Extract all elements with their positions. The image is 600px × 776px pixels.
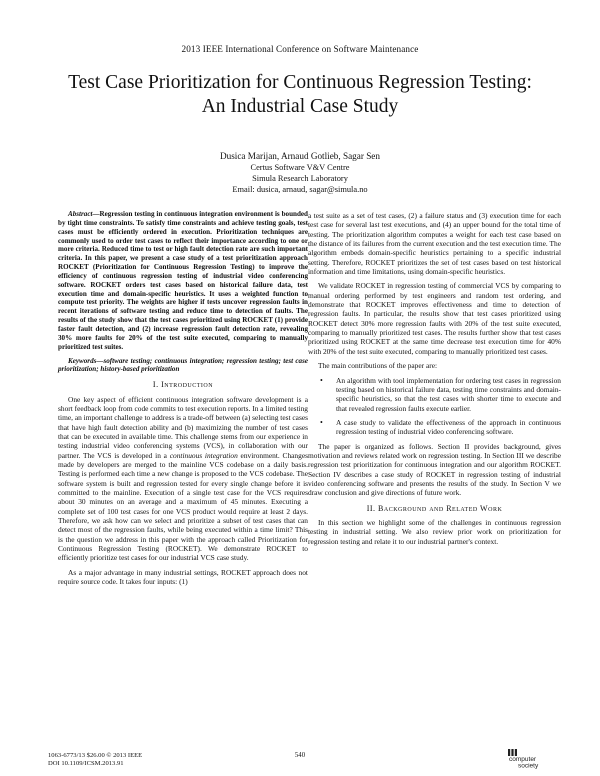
intro-paragraph-1-part-b: environment. Changes made by developers are merged to the mainline VCS codebase on a daily basis. Testing is performed each time a new change is proposed to the VCS codebase. The software system is built and regression tested for every single change before it is committed to the mainline. Execution of a single test case for the VCS requires about 30 minutes on an average and a maximum of 45 minutes. Executing a complete set of 100 test cases for one VCS product would require at least 2 days. Therefore, we ask how can we select and prioritize a subset of test cases that can detect most of the regression faults, while being executed within a time limit? This is the question we address in this paper with the approach called Prioritization for Continuous Regression Testing (ROCKET). We demonstrate ROCKET to efficiently prioritize test cases for our industrial VCS case study. xyxy=(58,450,308,563)
affiliation-2: Simula Research Laboratory xyxy=(252,174,348,184)
logo-line-2: society xyxy=(518,762,539,770)
background-paragraph: In this section we highlight some of the challenges in continuous regression testing in industrial setting. We also review prior work on prioritization for regression testing and relate it to our industrial partner's context. xyxy=(308,517,561,546)
abstract xyxy=(58,210,308,352)
intro-paragraph-3: a test suite as a set of test cases, (2) a failure status and (3) execution time for each test case for several last test executions, and (4) an upper bound for the total time of testing. The prioritization algorithm computes a weight for each test case based on the distance of its failures from the current execution and the test execution time. The algorithm embeds domain-specific heuristics pertaining to a specific industrial setting. Therefore, ROCKET prioritizes the set of test cases based on test historical information and time limitations, using domain-specific heuristics. xyxy=(308,211,561,277)
abstract-label: Abstract xyxy=(68,210,93,218)
affiliation-1: Certus Software V&V Centre xyxy=(250,163,350,172)
abstract-text: —Regression testing in continuous integration environment is bounded by tight time constraints. To satisfy time constraints and achieve testing goals, test cases must be efficiently ordered in execution. Prioritization techniques are commonly used to order test cases to reflect their importance according to one or more criteria. Reduced time to test or high fault detection rate are such important criteria. In this paper, we present a case study of a test prioritization approach ROCKET (Prioritization for Continuous Regression Testing) to improve the efficiency of continuous regression testing of industrial video conferencing software. ROCKET orders test cases based on historical failure data, test execution time and domain-specific heuristics. It uses a weighted function to compute test priority. The weights are higher if tests uncover regression faults in recent iterations of software testing and reduce time to detection of faults. The results of the study show that the test cases prioritized using ROCKET (1) provide faster fault detection, and (2) increase regression fault detection rate, revealing 30% more faults for 20% of the test suite executed, comparing to manually prioritized test suites. xyxy=(58,210,308,351)
logo-line-1: computer xyxy=(509,756,537,763)
right-column xyxy=(308,211,561,551)
organization-paragraph: The paper is organized as follows. Section II provides background, gives motivation and reviews related work on regression testing. In Section III we describe regression test prioritization for continuous integration and our algorithm ROCKET. Section IV describes a case study of ROCKET in regression testing of industrial video conferencing software and presents the results of the study. In Section V we draw conclusion and give directions of future work. xyxy=(308,441,561,498)
conference-name: 2013 IEEE International Conference on Software Maintenance xyxy=(181,44,419,54)
section-1-heading: I. Introduction xyxy=(152,380,214,390)
intro-paragraph-1-part-a: One key aspect of efficient continuous integration software development is a short feedback loop from code commits to test execution reports. In a limited testing time, an important challenge to address is a trade-off between (a) selecting test cases that have high fault detection ability and (b) maximizing the number of test cases that can be executed in available time. This challenge stems from our experience in testing industrial video conferencing systems (VCS), in collaboration with our partner. The VCS is developed in a xyxy=(58,394,308,460)
author-email: Email: dusica, arnaud, sagar@simula.no xyxy=(232,185,368,195)
computer-society-logo-icon xyxy=(506,746,552,770)
contributions-intro: The main contributions of the paper are: xyxy=(318,361,438,371)
footer-doi: DOI 10.1109/ICSM.2013.91 xyxy=(48,760,124,768)
author-block xyxy=(0,150,600,196)
contributions-list xyxy=(308,376,561,437)
left-column xyxy=(58,210,308,591)
intro-paragraph-2: As a major advantage in many industrial settings, ROCKET approach does not require source code. It takes four inputs: (1) xyxy=(58,567,308,587)
page-number: 540 xyxy=(294,752,306,759)
intro-emphasis: continuous integration xyxy=(169,450,238,460)
author-names: Dusica Marijan, Arnaud Gotlieb, Sagar Sen xyxy=(220,151,380,161)
keywords xyxy=(58,357,308,375)
intro-paragraph-4: We validate ROCKET in regression testing of commercial VCS by comparing to manual ordering performed by test engineers and random test ordering, and demonstrate that ROCKET improves effectiveness and time to detection of regression faults. In particular, the results show that test cases prioritized using ROCKET detect 30% more regression faults with 20% of the test suite executed, comparing to manually prioritized test cases. The results further show that test cases prioritized using ROCKET at the same time decrease test execution time for 40% with 20% of the test suite executed, comparing to manually prioritized test cases. xyxy=(308,281,561,356)
contribution-item: • An algorithm with tool implementation for ordering test cases in regression testing based on historical failure data, testing time constraints and domain-specific heuristics, so that the test cases with shorter time to execute and that revealed regression faults execute earlier. xyxy=(336,376,561,413)
footer-issn: 1063-6773/13 $26.00 © 2013 IEEE xyxy=(48,752,143,759)
keywords-label: Keywords xyxy=(68,356,97,365)
keywords-text: —software testing; continuous integration; regression testing; test case prioritization; history-based prioritization xyxy=(58,356,308,374)
paper-title: Test Case Prioritization for Continuous Regression Testing: An Industrial Case Study xyxy=(68,72,532,117)
intro-paragraph-1 xyxy=(58,395,308,563)
section-2-heading: II. Background and Related Work xyxy=(366,503,503,513)
contribution-item: • A case study to validate the effectiveness of the approach in continuous regression testing of industrial video conferencing software. xyxy=(336,418,561,437)
